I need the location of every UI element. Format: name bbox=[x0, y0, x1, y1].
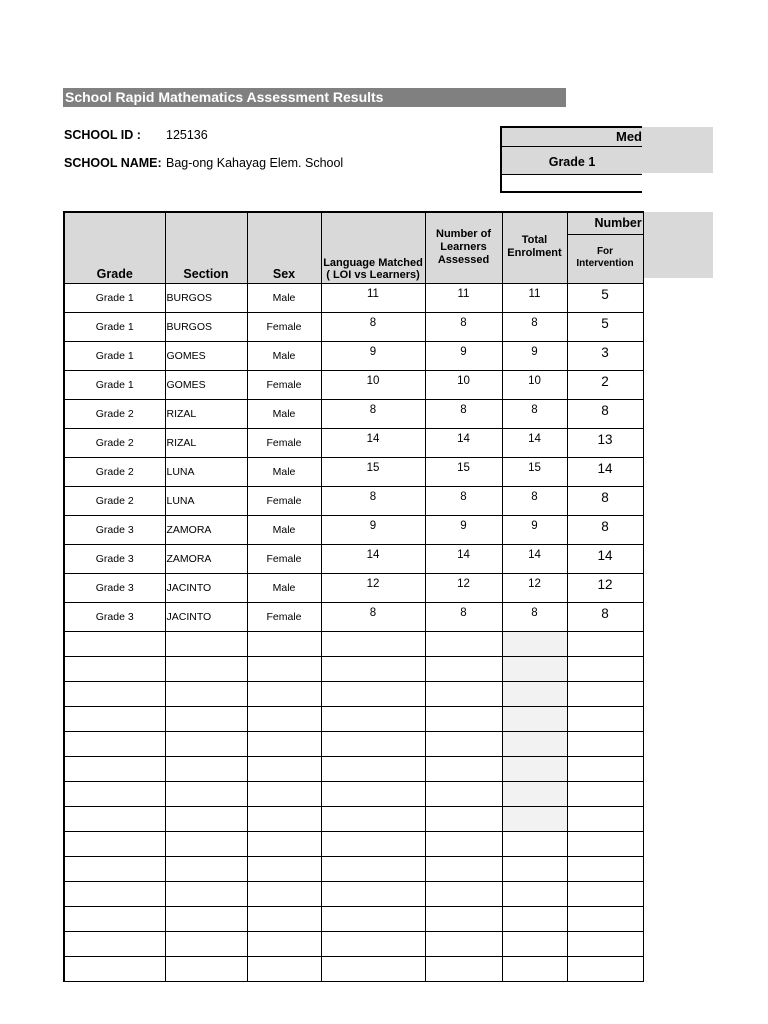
cell-sex: Male bbox=[247, 458, 321, 487]
cell-language-matched: 8 bbox=[321, 487, 425, 516]
cell-language-matched: 9 bbox=[321, 342, 425, 371]
cell-language-matched: 14 bbox=[321, 545, 425, 574]
cell-grade: Grade 2 bbox=[64, 429, 165, 458]
table-row bbox=[64, 487, 643, 516]
empty-cell bbox=[502, 882, 567, 907]
empty-cell bbox=[567, 682, 643, 707]
cell-total-enrolment: 9 bbox=[502, 342, 567, 371]
cell-sex: Male bbox=[247, 342, 321, 371]
empty-cell bbox=[165, 807, 247, 832]
empty-cell bbox=[321, 657, 425, 682]
empty-cell bbox=[165, 957, 247, 982]
median-header-overflow bbox=[642, 127, 713, 173]
empty-cell bbox=[502, 907, 567, 932]
empty-cell bbox=[247, 832, 321, 857]
table-row bbox=[64, 371, 643, 400]
empty-cell bbox=[64, 757, 165, 782]
cell-sex: Female bbox=[247, 545, 321, 574]
empty-cell bbox=[165, 632, 247, 657]
header-language-matched: Language Matched ( LOI vs Learners) bbox=[321, 212, 425, 284]
empty-cell bbox=[567, 732, 643, 757]
empty-cell bbox=[321, 707, 425, 732]
cell-language-matched: 15 bbox=[321, 458, 425, 487]
cell-sex: Male bbox=[247, 284, 321, 313]
empty-cell bbox=[64, 807, 165, 832]
empty-cell bbox=[567, 757, 643, 782]
cell-sex: Female bbox=[247, 487, 321, 516]
header-learners-assessed: Number of Learners Assessed bbox=[425, 212, 502, 284]
cell-section: ZAMORA bbox=[165, 545, 247, 574]
empty-row bbox=[64, 707, 643, 732]
median-grade: Grade 1 bbox=[502, 147, 642, 175]
cell-language-matched: 8 bbox=[321, 603, 425, 632]
cell-grade: Grade 2 bbox=[64, 487, 165, 516]
table-row bbox=[64, 574, 643, 603]
empty-cell bbox=[247, 732, 321, 757]
empty-cell bbox=[64, 882, 165, 907]
table-row bbox=[64, 545, 643, 574]
empty-cell bbox=[64, 632, 165, 657]
empty-cell bbox=[567, 932, 643, 957]
empty-row bbox=[64, 932, 643, 957]
cell-language-matched: 14 bbox=[321, 429, 425, 458]
cell-learners-assessed: 8 bbox=[425, 603, 502, 632]
empty-cell bbox=[502, 957, 567, 982]
empty-cell bbox=[425, 732, 502, 757]
cell-language-matched: 10 bbox=[321, 371, 425, 400]
cell-section: LUNA bbox=[165, 487, 247, 516]
cell-section: JACINTO bbox=[165, 574, 247, 603]
header-total-enrolment: Total Enrolment bbox=[502, 212, 567, 284]
empty-cell bbox=[64, 857, 165, 882]
empty-cell bbox=[425, 632, 502, 657]
cell-total-enrolment: 14 bbox=[502, 429, 567, 458]
empty-cell bbox=[321, 807, 425, 832]
empty-cell bbox=[64, 957, 165, 982]
empty-cell bbox=[64, 732, 165, 757]
empty-cell bbox=[502, 857, 567, 882]
empty-cell bbox=[502, 782, 567, 807]
cell-for-intervention: 8 bbox=[567, 487, 643, 516]
empty-cell bbox=[247, 932, 321, 957]
empty-cell bbox=[247, 857, 321, 882]
empty-cell bbox=[321, 857, 425, 882]
cell-total-enrolment: 9 bbox=[502, 516, 567, 545]
cell-total-enrolment: 8 bbox=[502, 603, 567, 632]
cell-learners-assessed: 14 bbox=[425, 429, 502, 458]
empty-cell bbox=[567, 907, 643, 932]
empty-cell bbox=[567, 832, 643, 857]
empty-cell bbox=[502, 832, 567, 857]
empty-cell bbox=[165, 907, 247, 932]
cell-sex: Male bbox=[247, 516, 321, 545]
cell-language-matched: 9 bbox=[321, 516, 425, 545]
empty-row bbox=[64, 782, 643, 807]
cell-total-enrolment: 8 bbox=[502, 487, 567, 516]
report-title: School Rapid Mathematics Assessment Results bbox=[63, 88, 566, 107]
empty-cell bbox=[567, 707, 643, 732]
empty-cell bbox=[64, 707, 165, 732]
empty-cell bbox=[247, 682, 321, 707]
cell-total-enrolment: 8 bbox=[502, 400, 567, 429]
empty-cell bbox=[425, 807, 502, 832]
results-table-body bbox=[64, 284, 643, 982]
cell-language-matched: 12 bbox=[321, 574, 425, 603]
empty-cell bbox=[247, 907, 321, 932]
empty-cell bbox=[247, 882, 321, 907]
empty-cell bbox=[165, 782, 247, 807]
cell-for-intervention: 5 bbox=[567, 313, 643, 342]
cell-learners-assessed: 8 bbox=[425, 487, 502, 516]
cell-total-enrolment: 8 bbox=[502, 313, 567, 342]
cell-grade: Grade 2 bbox=[64, 400, 165, 429]
empty-cell bbox=[567, 882, 643, 907]
empty-cell bbox=[321, 957, 425, 982]
empty-row bbox=[64, 832, 643, 857]
empty-cell bbox=[425, 682, 502, 707]
cell-grade: Grade 2 bbox=[64, 458, 165, 487]
empty-cell bbox=[321, 632, 425, 657]
empty-row bbox=[64, 657, 643, 682]
cell-sex: Male bbox=[247, 574, 321, 603]
empty-cell bbox=[425, 832, 502, 857]
empty-cell bbox=[321, 782, 425, 807]
empty-cell bbox=[425, 657, 502, 682]
empty-cell bbox=[165, 707, 247, 732]
cell-learners-assessed: 9 bbox=[425, 516, 502, 545]
cell-for-intervention: 8 bbox=[567, 516, 643, 545]
cell-section: LUNA bbox=[165, 458, 247, 487]
empty-row bbox=[64, 907, 643, 932]
empty-cell bbox=[321, 682, 425, 707]
empty-cell bbox=[425, 957, 502, 982]
median-box bbox=[500, 126, 642, 193]
cell-grade: Grade 3 bbox=[64, 603, 165, 632]
empty-cell bbox=[425, 932, 502, 957]
empty-cell bbox=[321, 882, 425, 907]
empty-cell bbox=[247, 807, 321, 832]
header-section: Section bbox=[165, 212, 247, 284]
results-table bbox=[63, 211, 644, 982]
empty-cell bbox=[425, 857, 502, 882]
cell-sex: Female bbox=[247, 371, 321, 400]
cell-learners-assessed: 14 bbox=[425, 545, 502, 574]
cell-learners-assessed: 12 bbox=[425, 574, 502, 603]
empty-cell bbox=[247, 632, 321, 657]
empty-row bbox=[64, 882, 643, 907]
cell-for-intervention: 8 bbox=[567, 400, 643, 429]
empty-row bbox=[64, 857, 643, 882]
cell-for-intervention: 3 bbox=[567, 342, 643, 371]
empty-cell bbox=[502, 757, 567, 782]
table-row bbox=[64, 400, 643, 429]
empty-cell bbox=[64, 832, 165, 857]
empty-cell bbox=[165, 732, 247, 757]
cell-for-intervention: 8 bbox=[567, 603, 643, 632]
header-grade: Grade bbox=[64, 212, 165, 284]
cell-sex: Female bbox=[247, 603, 321, 632]
empty-cell bbox=[425, 782, 502, 807]
cell-total-enrolment: 15 bbox=[502, 458, 567, 487]
median-header: Med bbox=[502, 128, 642, 147]
empty-cell bbox=[321, 757, 425, 782]
header-for-intervention: For Intervention bbox=[567, 235, 643, 284]
cell-learners-assessed: 8 bbox=[425, 400, 502, 429]
cell-for-intervention: 14 bbox=[567, 545, 643, 574]
empty-cell bbox=[247, 782, 321, 807]
empty-cell bbox=[64, 907, 165, 932]
cell-learners-assessed: 11 bbox=[425, 284, 502, 313]
empty-row bbox=[64, 682, 643, 707]
cell-section: RIZAL bbox=[165, 400, 247, 429]
empty-cell bbox=[321, 907, 425, 932]
cell-grade: Grade 1 bbox=[64, 284, 165, 313]
table-row bbox=[64, 313, 643, 342]
cell-total-enrolment: 11 bbox=[502, 284, 567, 313]
table-row bbox=[64, 342, 643, 371]
empty-cell bbox=[247, 957, 321, 982]
empty-cell bbox=[165, 682, 247, 707]
cell-learners-assessed: 15 bbox=[425, 458, 502, 487]
cell-section: RIZAL bbox=[165, 429, 247, 458]
cell-section: GOMES bbox=[165, 371, 247, 400]
empty-cell bbox=[567, 657, 643, 682]
empty-cell bbox=[567, 807, 643, 832]
empty-cell bbox=[425, 882, 502, 907]
cell-language-matched: 8 bbox=[321, 400, 425, 429]
empty-cell bbox=[165, 757, 247, 782]
empty-row bbox=[64, 957, 643, 982]
empty-cell bbox=[165, 832, 247, 857]
empty-cell bbox=[502, 932, 567, 957]
table-row bbox=[64, 603, 643, 632]
empty-cell bbox=[64, 682, 165, 707]
empty-cell bbox=[567, 632, 643, 657]
empty-cell bbox=[165, 932, 247, 957]
header-sex: Sex bbox=[247, 212, 321, 284]
empty-cell bbox=[165, 657, 247, 682]
school-name-label: SCHOOL NAME: bbox=[64, 156, 162, 170]
cell-total-enrolment: 10 bbox=[502, 371, 567, 400]
cell-learners-assessed: 9 bbox=[425, 342, 502, 371]
cell-for-intervention: 12 bbox=[567, 574, 643, 603]
cell-grade: Grade 1 bbox=[64, 371, 165, 400]
cell-for-intervention: 2 bbox=[567, 371, 643, 400]
empty-cell bbox=[321, 832, 425, 857]
empty-row bbox=[64, 807, 643, 832]
empty-cell bbox=[64, 932, 165, 957]
table-row bbox=[64, 516, 643, 545]
empty-cell bbox=[64, 782, 165, 807]
empty-cell bbox=[64, 657, 165, 682]
empty-cell bbox=[502, 682, 567, 707]
cell-grade: Grade 1 bbox=[64, 313, 165, 342]
cell-learners-assessed: 8 bbox=[425, 313, 502, 342]
empty-cell bbox=[425, 757, 502, 782]
cell-for-intervention: 13 bbox=[567, 429, 643, 458]
cell-section: JACINTO bbox=[165, 603, 247, 632]
empty-cell bbox=[425, 907, 502, 932]
table-row bbox=[64, 458, 643, 487]
cell-sex: Female bbox=[247, 313, 321, 342]
empty-cell bbox=[502, 707, 567, 732]
empty-cell bbox=[247, 657, 321, 682]
cell-section: GOMES bbox=[165, 342, 247, 371]
empty-cell bbox=[502, 807, 567, 832]
cell-grade: Grade 3 bbox=[64, 545, 165, 574]
empty-cell bbox=[165, 857, 247, 882]
cell-language-matched: 11 bbox=[321, 284, 425, 313]
header-number: Number bbox=[567, 212, 643, 235]
empty-row bbox=[64, 757, 643, 782]
empty-cell bbox=[567, 782, 643, 807]
cell-grade: Grade 1 bbox=[64, 342, 165, 371]
cell-grade: Grade 3 bbox=[64, 574, 165, 603]
cell-grade: Grade 3 bbox=[64, 516, 165, 545]
school-id-value: 125136 bbox=[166, 128, 208, 142]
empty-cell bbox=[247, 757, 321, 782]
empty-cell bbox=[165, 882, 247, 907]
empty-row bbox=[64, 732, 643, 757]
empty-cell bbox=[425, 707, 502, 732]
cell-learners-assessed: 10 bbox=[425, 371, 502, 400]
cell-language-matched: 8 bbox=[321, 313, 425, 342]
number-header-overflow bbox=[642, 212, 713, 278]
empty-cell bbox=[567, 957, 643, 982]
table-row bbox=[64, 284, 643, 313]
empty-cell bbox=[502, 657, 567, 682]
empty-cell bbox=[247, 707, 321, 732]
cell-section: BURGOS bbox=[165, 313, 247, 342]
empty-cell bbox=[502, 632, 567, 657]
cell-for-intervention: 5 bbox=[567, 284, 643, 313]
school-id-label: SCHOOL ID : bbox=[64, 128, 141, 142]
empty-cell bbox=[321, 932, 425, 957]
cell-sex: Female bbox=[247, 429, 321, 458]
cell-total-enrolment: 14 bbox=[502, 545, 567, 574]
empty-cell bbox=[567, 857, 643, 882]
empty-cell bbox=[502, 732, 567, 757]
cell-section: BURGOS bbox=[165, 284, 247, 313]
empty-cell bbox=[321, 732, 425, 757]
empty-row bbox=[64, 632, 643, 657]
cell-sex: Male bbox=[247, 400, 321, 429]
cell-total-enrolment: 12 bbox=[502, 574, 567, 603]
cell-for-intervention: 14 bbox=[567, 458, 643, 487]
table-row bbox=[64, 429, 643, 458]
cell-section: ZAMORA bbox=[165, 516, 247, 545]
school-name-value: Bag-ong Kahayag Elem. School bbox=[166, 156, 344, 170]
